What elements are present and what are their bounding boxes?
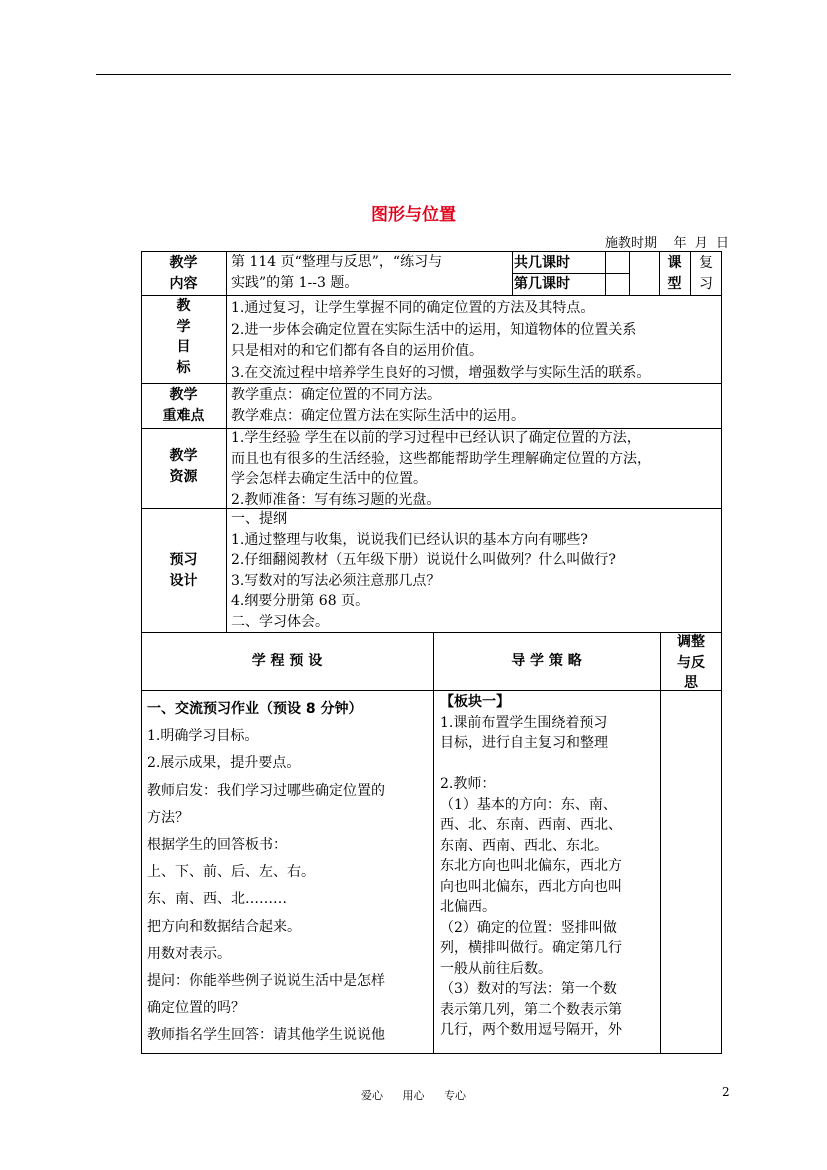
preview-design: 一、提纲 1.通过整理与收集，说说我们已经认识的基本方向有哪些? 2.仔细翻阅教材（五年级下册）说说什么叫做列？什么叫做行? 3.写数对的写法必须注意那几点？ 4.纲要分册第 68 页。 二、学习体会。 [231,511,616,630]
page-number: 2 [722,1085,730,1099]
label-key-points: 教学 重难点 [162,387,205,424]
teaching-content: 第 114 页“整理与反思”，“练习与 实践”的第 1--3 题。 [231,254,443,291]
lesson-type-value: 复 习 [699,255,713,292]
learning-process: 一、交流预习作业（预设 8 分钟） 1.明确学习目标。 2.展示成果，提升要点。 教师启发：我们学习过哪些确定位置的 方法？ 根据学生的回答板书： 上、下、前、后、左、右。 东、南、西、北……… 把方向和数据结合起来。 用数对表示。 提问：你能举些例子说说生活中是怎样 确定位置的吗？ 教师指名学生回答：请其他学生说说他 [147,701,385,1044]
label-total-periods: 共几课时 [514,255,570,271]
reflection-header: 调整 与反 思 [677,634,705,691]
header-rule [96,74,731,75]
strategy-header: 导 学 策 略 [511,653,582,669]
date-line: 施教时期 年 月 日 [604,236,729,251]
label-teaching-resources: 教学 资源 [169,448,198,485]
label-teaching-goals: 教 学 目 标 [176,298,191,376]
key-points: 教学重点：确定位置的不同方法。 教学难点：确定位置方法在实际生活中的运用。 [231,387,525,424]
label-period-number: 第几课时 [514,276,570,292]
label-lesson-type: 课 型 [667,255,682,292]
label-teaching-content: 教学 内容 [169,255,198,292]
guidance-strategy: 【板块一】 1.课前布置学生围绕着预习 目标，进行自主复习和整理 2.教师： （1）基本的方向：东、南、 西、北、东南、西南、西北、 东南、西南、西北、东北。 东北方向也叫北偏东，西北方 向也叫北偏东，西北方向也叫 北偏西。 （2）确定的位置：竖排叫做 列，横排叫做行。确定第几行 一般从前往后数。 （3）数对的写法：第一个数 表示第几列，第二个数表示第 几行，两个数用逗号隔开，外 [440,694,622,1038]
teaching-goals: 1.通过复习，让学生掌握不同的确定位置的方法及其特点。 2.进一步体会确定位置在实际生活中的运用，知道物体的位置关系 只是相对的和它们都有各自的运用价值。 3.在交流过程中培养学生良好的习惯，增强数学与实际生活的联系。 [231,300,651,381]
page-footer: 爱心 用心 专心 [361,1089,466,1102]
page-title: 图形与位置 [371,205,456,225]
process-header: 学 程 预 设 [251,653,323,669]
label-preview-design: 预习 设计 [169,552,198,589]
teaching-resources: 1.学生经验 学生在以前的学习过程中已经认识了确定位置的方法， 而且也有很多的生活经验，这些都能帮助学生理解确定位置的方法， 学会怎样去确定生活中的位置。 2.教师准备：写有练习题的光盘。 [231,430,651,508]
